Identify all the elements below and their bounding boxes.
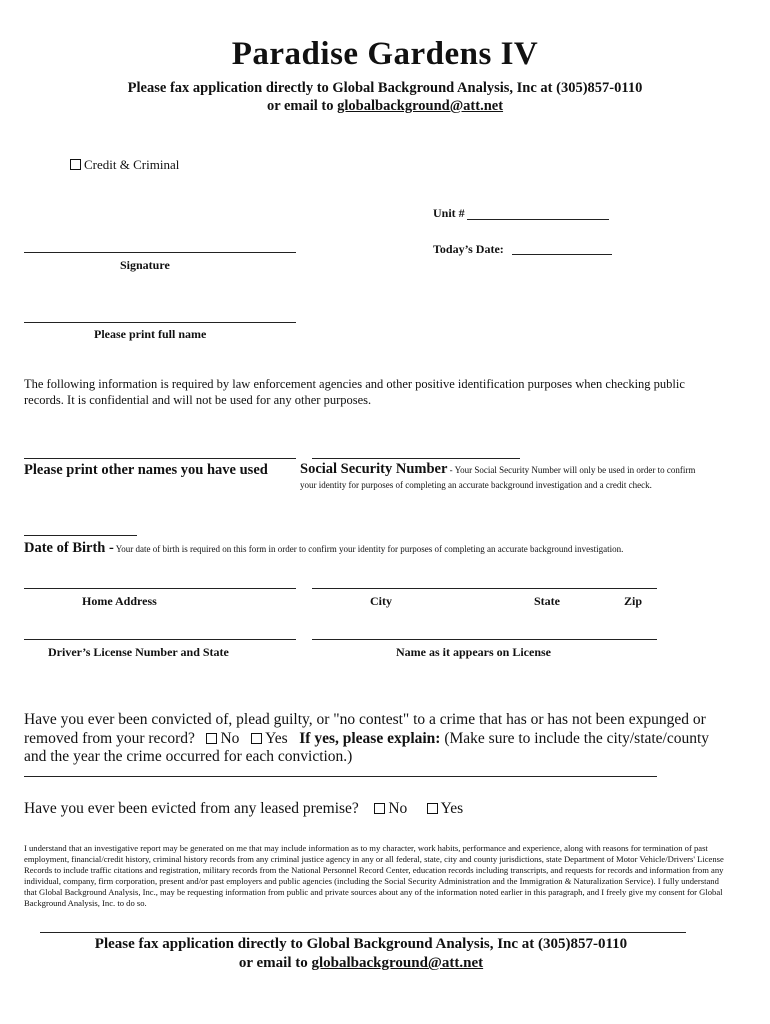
consent-paragraph: I understand that an investigative report may be generated on me that may include information as to my character, work habits, performance and experience, along with reasons for termination of past employment, financial/credit history, criminal history records from any criminal justice agency in any or all federal, state, city and county jurisdictions, state Department of Motor Vehicle/Drivers' License Records to include traffic citations and registration, military records from the National Personnel Record Center, education records including transcripts, and requests for records and information from any individual, company, firm corporation, present and/or past employers and public agencies (including the Social Security Administration and the Immigration & Naturalization Service). I fully understand that Global Background Analysis, Inc., may be requesting information from public and private sources about any of the information noted earlier in this paragraph, and I freely give my consent for Global Background Analysis, Inc. to do so. — [24, 843, 724, 908]
other-names-label: Please print other names you have used — [24, 462, 268, 478]
footer-fax-instruction: Please fax application directly to Global Background Analysis, Inc at (305)857-0110 — [94, 936, 628, 952]
license-name-label: Name as it appears on License — [396, 645, 551, 659]
city-state-zip-field[interactable] — [312, 588, 657, 589]
info-paragraph: The following information is required by law enforcement agencies and other positive identification purposes when checking public records. It is confidential and will not be used for any other purposes. — [24, 377, 685, 407]
credit-criminal-option[interactable] — [70, 157, 179, 173]
email-prefix: or email to — [266, 98, 338, 114]
footer-email-instruction — [0, 955, 722, 972]
conviction-explain-field[interactable] — [24, 776, 657, 777]
credit-label: Credit & Criminal — [84, 157, 180, 172]
footer-email-prefix: or email to — [238, 955, 312, 971]
eviction-text: Have you ever been evicted from any leased premise? — [24, 800, 359, 817]
eviction-yes-checkbox[interactable] — [427, 803, 438, 814]
state-label: State — [534, 594, 560, 608]
date-field[interactable] — [512, 254, 612, 255]
ssn-block — [300, 462, 700, 491]
email-instruction — [0, 98, 770, 115]
home-address-label: Home Address — [82, 594, 157, 608]
dob-note: Your date of birth is required on this form in order to confirm your identity for purposes of completing an accurate background investigation. — [113, 544, 624, 554]
conviction-instructions: (Make sure to include the city/state/county and the year the crime occurred for each conviction.) — [24, 729, 710, 765]
unit-field[interactable] — [467, 219, 609, 220]
applicant-signature-line[interactable] — [40, 932, 686, 933]
ssn-label: Social Security Number — [300, 461, 448, 477]
page-title: Paradise Gardens IV — [231, 36, 539, 72]
city-label: City — [370, 594, 392, 608]
ssn-field[interactable] — [312, 458, 520, 459]
signature-field[interactable] — [24, 252, 296, 253]
license-number-field[interactable] — [24, 639, 296, 640]
conviction-no-label: No — [220, 729, 240, 747]
if-yes-label: If yes, please explain: — [299, 729, 441, 747]
full-name-label: Please print full name — [94, 327, 207, 341]
conviction-yes-checkbox[interactable] — [251, 733, 262, 744]
license-name-field[interactable] — [312, 639, 657, 640]
conviction-question — [24, 711, 724, 767]
eviction-no-label: No — [388, 800, 408, 817]
license-label: Driver’s License Number and State — [48, 645, 229, 659]
footer-email-link[interactable]: globalbackground@att.net — [311, 955, 484, 971]
date-label: Today’s Date: — [433, 242, 504, 256]
eviction-question — [24, 800, 463, 819]
conviction-yes-label: Yes — [265, 729, 288, 747]
conviction-no-checkbox[interactable] — [206, 733, 217, 744]
full-name-field[interactable] — [24, 322, 296, 323]
dob-block — [24, 539, 744, 557]
fax-instruction: Please fax application directly to Global Background Analysis, Inc at (305)857-0110 — [127, 80, 643, 96]
dob-field[interactable] — [24, 535, 137, 536]
eviction-no-checkbox[interactable] — [374, 803, 385, 814]
dob-label: Date of Birth - — [24, 540, 114, 556]
other-names-field[interactable] — [24, 458, 296, 459]
unit-label: Unit # — [433, 206, 465, 220]
ssn-note: - Your Social Security Number will only be used in order to confirm your identity for purposes of completing an accurate background investigation and a credit check. — [300, 465, 696, 490]
eviction-yes-label: Yes — [440, 800, 464, 817]
conviction-text: Have you ever been convicted of, plead guilty, or "no contest" to a crime that has or has not been expunged or removed from your record? — [24, 711, 706, 747]
email-link[interactable]: globalbackground@att.net — [337, 98, 504, 114]
zip-label: Zip — [624, 594, 643, 608]
credit-checkbox[interactable] — [70, 159, 81, 170]
home-address-field[interactable] — [24, 588, 296, 589]
signature-label: Signature — [120, 258, 170, 272]
